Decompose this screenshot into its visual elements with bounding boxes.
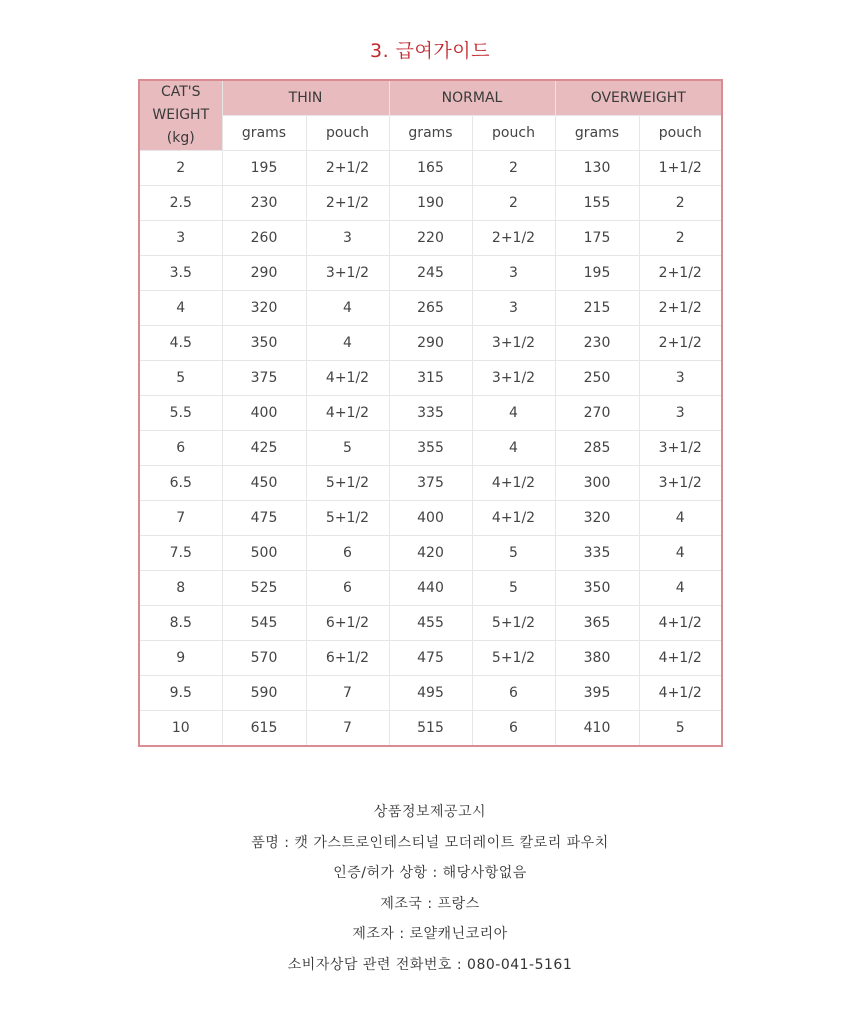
normal-grams-cell: 165 — [389, 151, 472, 186]
thin-pouch-cell: 5+1/2 — [306, 466, 389, 501]
table-row — [139, 466, 722, 501]
subheader-thin-pouch: pouch — [306, 116, 389, 151]
weight-cell: 6.5 — [139, 466, 222, 501]
thin-grams-cell: 375 — [222, 361, 306, 396]
normal-pouch-cell: 3+1/2 — [472, 361, 555, 396]
table-row — [139, 501, 722, 536]
overweight-grams-cell: 270 — [555, 396, 639, 431]
normal-grams-cell: 335 — [389, 396, 472, 431]
subheader-normal-grams: grams — [389, 116, 472, 151]
overweight-grams-cell: 130 — [555, 151, 639, 186]
cat-weight-header-line: (kg) — [166, 130, 195, 146]
weight-cell: 4 — [139, 291, 222, 326]
page-title: 3. 급여가이드 — [370, 40, 490, 62]
normal-pouch-cell: 5 — [472, 536, 555, 571]
thin-grams-cell: 425 — [222, 431, 306, 466]
info-line-manufacturer: 제조자 : 로얄캐닌코리아 — [352, 926, 508, 942]
normal-pouch-cell: 4+1/2 — [472, 466, 555, 501]
normal-pouch-cell: 6 — [472, 676, 555, 711]
thin-grams-cell: 545 — [222, 606, 306, 641]
thin-grams-cell: 230 — [222, 186, 306, 221]
normal-grams-cell: 245 — [389, 256, 472, 291]
overweight-pouch-cell: 3 — [639, 361, 722, 396]
thin-pouch-cell: 4 — [306, 326, 389, 361]
table-row — [139, 676, 722, 711]
normal-pouch-cell: 5+1/2 — [472, 641, 555, 676]
normal-grams-cell: 220 — [389, 221, 472, 256]
thin-grams-cell: 525 — [222, 571, 306, 606]
table-row — [139, 641, 722, 676]
overweight-grams-cell: 195 — [555, 256, 639, 291]
weight-cell: 10 — [139, 711, 222, 747]
overweight-grams-cell: 365 — [555, 606, 639, 641]
normal-grams-cell: 265 — [389, 291, 472, 326]
table-row — [139, 256, 722, 291]
normal-grams-cell: 355 — [389, 431, 472, 466]
thin-grams-cell: 400 — [222, 396, 306, 431]
normal-grams-cell: 440 — [389, 571, 472, 606]
overweight-grams-cell: 300 — [555, 466, 639, 501]
thin-grams-cell: 570 — [222, 641, 306, 676]
overweight-pouch-cell: 4 — [639, 571, 722, 606]
table-row — [139, 571, 722, 606]
weight-cell: 7 — [139, 501, 222, 536]
subheader-thin-grams: grams — [222, 116, 306, 151]
overweight-pouch-cell: 4+1/2 — [639, 606, 722, 641]
overweight-grams-cell: 320 — [555, 501, 639, 536]
table-row — [139, 291, 722, 326]
table-row — [139, 536, 722, 571]
normal-grams-cell: 420 — [389, 536, 472, 571]
overweight-pouch-cell: 2 — [639, 186, 722, 221]
normal-grams-cell: 515 — [389, 711, 472, 747]
overweight-grams-cell: 230 — [555, 326, 639, 361]
table-row — [139, 186, 722, 221]
normal-pouch-cell: 6 — [472, 711, 555, 747]
weight-cell: 9.5 — [139, 676, 222, 711]
thin-pouch-cell: 5 — [306, 431, 389, 466]
overweight-grams-cell: 155 — [555, 186, 639, 221]
overweight-pouch-cell: 4 — [639, 536, 722, 571]
overweight-grams-cell: 250 — [555, 361, 639, 396]
normal-pouch-cell: 3+1/2 — [472, 326, 555, 361]
overweight-pouch-cell: 5 — [639, 711, 722, 747]
info-line-certification: 인증/허가 상항 : 해당사항없음 — [333, 865, 527, 881]
thin-pouch-cell: 7 — [306, 711, 389, 747]
table-row — [139, 606, 722, 641]
weight-cell: 5 — [139, 361, 222, 396]
thin-pouch-cell: 7 — [306, 676, 389, 711]
info-line-country: 제조국 : 프랑스 — [380, 895, 480, 912]
weight-cell: 6 — [139, 431, 222, 466]
thin-grams-cell: 260 — [222, 221, 306, 256]
normal-pouch-cell: 4 — [472, 431, 555, 466]
overweight-pouch-cell: 2 — [639, 221, 722, 256]
overweight-pouch-cell: 4+1/2 — [639, 676, 722, 711]
overweight-pouch-cell: 2+1/2 — [639, 256, 722, 291]
table-row — [139, 326, 722, 361]
thin-pouch-cell: 5+1/2 — [306, 501, 389, 536]
table-row — [139, 221, 722, 256]
cat-weight-header-line: WEIGHT — [152, 107, 210, 123]
overweight-grams-cell: 395 — [555, 676, 639, 711]
normal-grams-cell: 475 — [389, 641, 472, 676]
cat-weight-header-line: CAT'S — [160, 84, 201, 100]
thin-pouch-cell: 6+1/2 — [306, 606, 389, 641]
weight-cell: 7.5 — [139, 536, 222, 571]
table-row — [139, 431, 722, 466]
group-header-overweight: OVERWEIGHT — [555, 80, 722, 116]
weight-cell: 3 — [139, 221, 222, 256]
info-line-phone: 소비자상담 관련 전화번호 : 080-041-5161 — [287, 956, 573, 973]
table-row — [139, 396, 722, 431]
table-body — [139, 151, 722, 747]
weight-cell: 9 — [139, 641, 222, 676]
normal-grams-cell: 375 — [389, 466, 472, 501]
overweight-pouch-cell: 2+1/2 — [639, 326, 722, 361]
weight-cell: 4.5 — [139, 326, 222, 361]
overweight-pouch-cell: 4+1/2 — [639, 641, 722, 676]
thin-pouch-cell: 4+1/2 — [306, 396, 389, 431]
overweight-pouch-cell: 1+1/2 — [639, 151, 722, 186]
normal-grams-cell: 455 — [389, 606, 472, 641]
thin-pouch-cell: 6+1/2 — [306, 641, 389, 676]
thin-grams-cell: 615 — [222, 711, 306, 747]
subheader-normal-pouch: pouch — [472, 116, 555, 151]
thin-grams-cell: 320 — [222, 291, 306, 326]
normal-pouch-cell: 4+1/2 — [472, 501, 555, 536]
normal-grams-cell: 190 — [389, 186, 472, 221]
weight-cell: 5.5 — [139, 396, 222, 431]
thin-pouch-cell: 6 — [306, 536, 389, 571]
group-header-thin: THIN — [222, 80, 389, 116]
overweight-grams-cell: 285 — [555, 431, 639, 466]
weight-cell: 2.5 — [139, 186, 222, 221]
thin-grams-cell: 450 — [222, 466, 306, 501]
thin-pouch-cell: 2+1/2 — [306, 186, 389, 221]
normal-pouch-cell: 2 — [472, 151, 555, 186]
weight-cell: 3.5 — [139, 256, 222, 291]
normal-grams-cell: 495 — [389, 676, 472, 711]
weight-cell: 8.5 — [139, 606, 222, 641]
table-row — [139, 711, 722, 747]
thin-pouch-cell: 3+1/2 — [306, 256, 389, 291]
overweight-grams-cell: 380 — [555, 641, 639, 676]
thin-grams-cell: 195 — [222, 151, 306, 186]
overweight-grams-cell: 335 — [555, 536, 639, 571]
thin-pouch-cell: 6 — [306, 571, 389, 606]
thin-pouch-cell: 4 — [306, 291, 389, 326]
thin-grams-cell: 475 — [222, 501, 306, 536]
thin-pouch-cell: 3 — [306, 221, 389, 256]
normal-grams-cell: 400 — [389, 501, 472, 536]
thin-pouch-cell: 2+1/2 — [306, 151, 389, 186]
weight-cell: 8 — [139, 571, 222, 606]
thin-grams-cell: 290 — [222, 256, 306, 291]
overweight-pouch-cell: 3+1/2 — [639, 466, 722, 501]
normal-pouch-cell: 2+1/2 — [472, 221, 555, 256]
subheader-overweight-grams: grams — [555, 116, 639, 151]
normal-grams-cell: 315 — [389, 361, 472, 396]
overweight-grams-cell: 175 — [555, 221, 639, 256]
thin-pouch-cell: 4+1/2 — [306, 361, 389, 396]
overweight-pouch-cell: 2+1/2 — [639, 291, 722, 326]
thin-grams-cell: 590 — [222, 676, 306, 711]
thin-grams-cell: 350 — [222, 326, 306, 361]
cat-weight-header — [139, 80, 222, 151]
overweight-grams-cell: 215 — [555, 291, 639, 326]
normal-pouch-cell: 3 — [472, 256, 555, 291]
table-row — [139, 151, 722, 186]
group-header-normal: NORMAL — [389, 80, 555, 116]
feeding-guide-table — [138, 79, 723, 747]
normal-pouch-cell: 5 — [472, 571, 555, 606]
normal-pouch-cell: 3 — [472, 291, 555, 326]
info-line-product-name: 품명 : 캣 가스트로인테스티널 모더레이트 칼로리 파우치 — [251, 834, 609, 851]
thin-grams-cell: 500 — [222, 536, 306, 571]
overweight-grams-cell: 410 — [555, 711, 639, 747]
overweight-pouch-cell: 4 — [639, 501, 722, 536]
product-info-notice — [0, 797, 860, 980]
overweight-pouch-cell: 3+1/2 — [639, 431, 722, 466]
subheader-overweight-pouch: pouch — [639, 116, 722, 151]
overweight-grams-cell: 350 — [555, 571, 639, 606]
normal-pouch-cell: 2 — [472, 186, 555, 221]
normal-pouch-cell: 5+1/2 — [472, 606, 555, 641]
table-row — [139, 361, 722, 396]
overweight-pouch-cell: 3 — [639, 396, 722, 431]
normal-pouch-cell: 4 — [472, 396, 555, 431]
info-heading: 상품정보제공고시 — [373, 804, 487, 820]
weight-cell: 2 — [139, 151, 222, 186]
normal-grams-cell: 290 — [389, 326, 472, 361]
